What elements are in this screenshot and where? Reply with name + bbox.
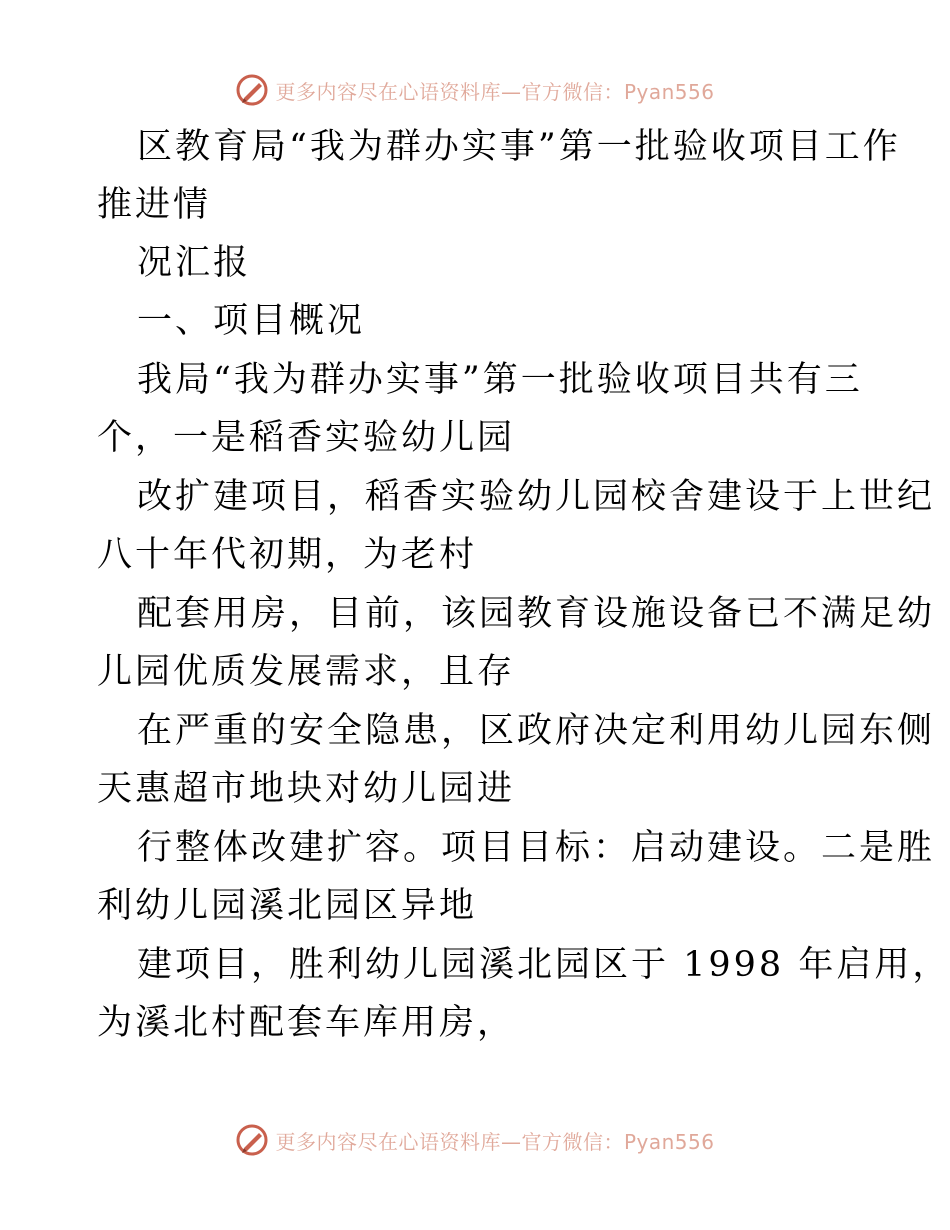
paragraph-line: 为溪北村配套车库用房， xyxy=(97,1003,516,1043)
paragraph-line: 区教育局“我为群办实事”第一批验收项目工作 xyxy=(137,127,901,167)
paragraph-line: 建项目，胜利幼儿园溪北园区于 1998 年启用， xyxy=(137,945,950,985)
paragraph-line: 推进情 xyxy=(97,185,212,225)
paragraph-line: 配套用房，目前，该园教育设施设备已不满足幼 xyxy=(137,594,936,634)
watermark-text: 更多内容尽在心语资料库—官方微信：Pyan556 xyxy=(275,79,715,104)
paragraph-line: 在严重的安全隐患，区政府决定利用幼儿园东侧 xyxy=(137,711,936,751)
paragraph-line: 况汇报 xyxy=(137,243,252,283)
paragraph-line: 儿园优质发展需求，且存 xyxy=(97,652,516,692)
paragraph-line: 个，一是稻香实验幼儿园 xyxy=(97,418,516,458)
paragraph-line: 改扩建项目，稻香实验幼儿园校舍建设于上世纪 xyxy=(137,477,936,517)
watermark-footer xyxy=(0,1120,950,1160)
paragraph-line: 我局“我为群办实事”第一批验收项目共有三 xyxy=(137,360,863,400)
paragraph-line: 行整体改建扩容。项目目标：启动建设。二是胜 xyxy=(137,828,936,868)
paragraph-line: 利幼儿园溪北园区异地 xyxy=(97,886,478,926)
pen-logo-icon xyxy=(235,73,269,107)
pen-logo-icon xyxy=(235,1123,269,1157)
paragraph-line: 八十年代初期，为老村 xyxy=(97,535,478,575)
watermark-header xyxy=(0,70,950,110)
watermark-text: 更多内容尽在心语资料库—官方微信：Pyan556 xyxy=(275,1129,715,1154)
section-heading: 一、项目概况 xyxy=(137,301,366,341)
paragraph-line: 天惠超市地块对幼儿园进 xyxy=(97,769,516,809)
